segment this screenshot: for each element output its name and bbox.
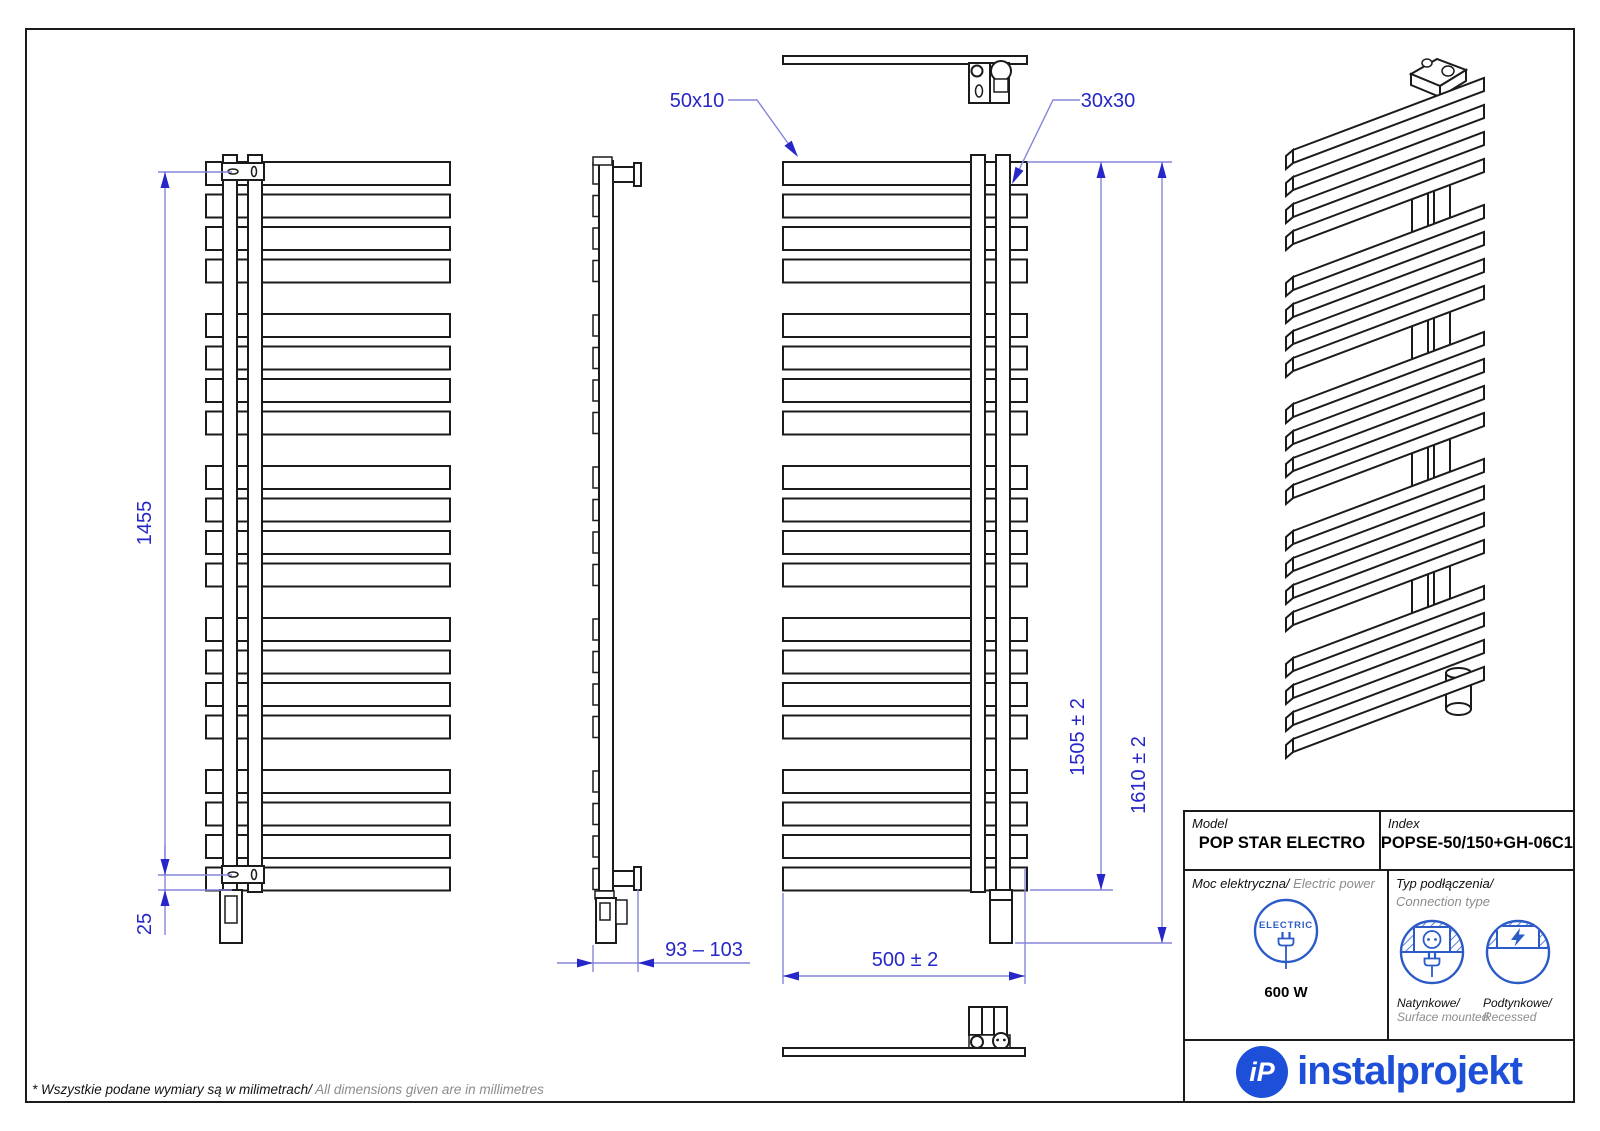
- dim-bracket-offset: 25: [134, 912, 156, 936]
- dim-bracket-span: 1455: [134, 500, 156, 546]
- connection-label-en: Connection type: [1396, 894, 1490, 909]
- title-block: [1183, 810, 1575, 1103]
- brand-name: instalprojekt: [1297, 1049, 1522, 1093]
- label-profile-size: 50x10: [669, 90, 725, 112]
- connection-label-pl: Typ podłączenia/: [1396, 876, 1494, 891]
- svg-text:iP: iP: [1249, 1056, 1275, 1087]
- footer-note: [32, 1082, 544, 1097]
- dim-height-overall: 1610 ± 2: [1128, 736, 1150, 814]
- power-label-en: Electric power: [1289, 876, 1375, 891]
- label-tube-size: 30x30: [1080, 90, 1136, 112]
- power-label-pl: Moc elektryczna/: [1192, 876, 1290, 891]
- title-block-row-specs: [1185, 871, 1573, 1041]
- svg-text:ELECTRIC: ELECTRIC: [1259, 920, 1313, 931]
- instalprojekt-logo-icon: [1236, 1046, 1288, 1098]
- model-label: Model: [1192, 816, 1228, 831]
- model-value: POP STAR ELECTRO: [1198, 834, 1366, 852]
- dim-height-body: 1505 ± 2: [1067, 698, 1089, 776]
- recessed-label-en: Recessed: [1483, 1010, 1537, 1024]
- surface-mounted-label-pl: Natynkowe/: [1397, 996, 1460, 1010]
- index-cell: [1381, 812, 1573, 869]
- footer-note-pl: * Wszystkie podane wymiary są w milimetrach/: [32, 1082, 312, 1097]
- electric-plug-icon: [1253, 895, 1319, 981]
- dim-depth-range: 93 – 103: [665, 939, 743, 961]
- index-label: Index: [1387, 816, 1420, 831]
- connection-type-cell: [1389, 871, 1573, 1039]
- surface-mounted-icon: [1397, 917, 1467, 987]
- electric-power-cell: [1185, 871, 1389, 1039]
- footer-note-en: All dimensions given are in millimetres: [311, 1082, 544, 1097]
- power-value: 600 W: [1264, 984, 1308, 1001]
- dim-width: 500 ± 2: [871, 949, 939, 971]
- model-cell: [1185, 812, 1381, 869]
- recessed-label-pl: Podtynkowe/: [1483, 996, 1552, 1010]
- title-block-row-model-index: [1185, 812, 1573, 871]
- surface-mounted-label-en: Surface mounted: [1397, 1010, 1489, 1024]
- recessed-icon: [1483, 917, 1553, 987]
- brand-row: [1185, 1041, 1573, 1102]
- index-value: POPSE-50/150+GH-06C1: [1380, 834, 1573, 852]
